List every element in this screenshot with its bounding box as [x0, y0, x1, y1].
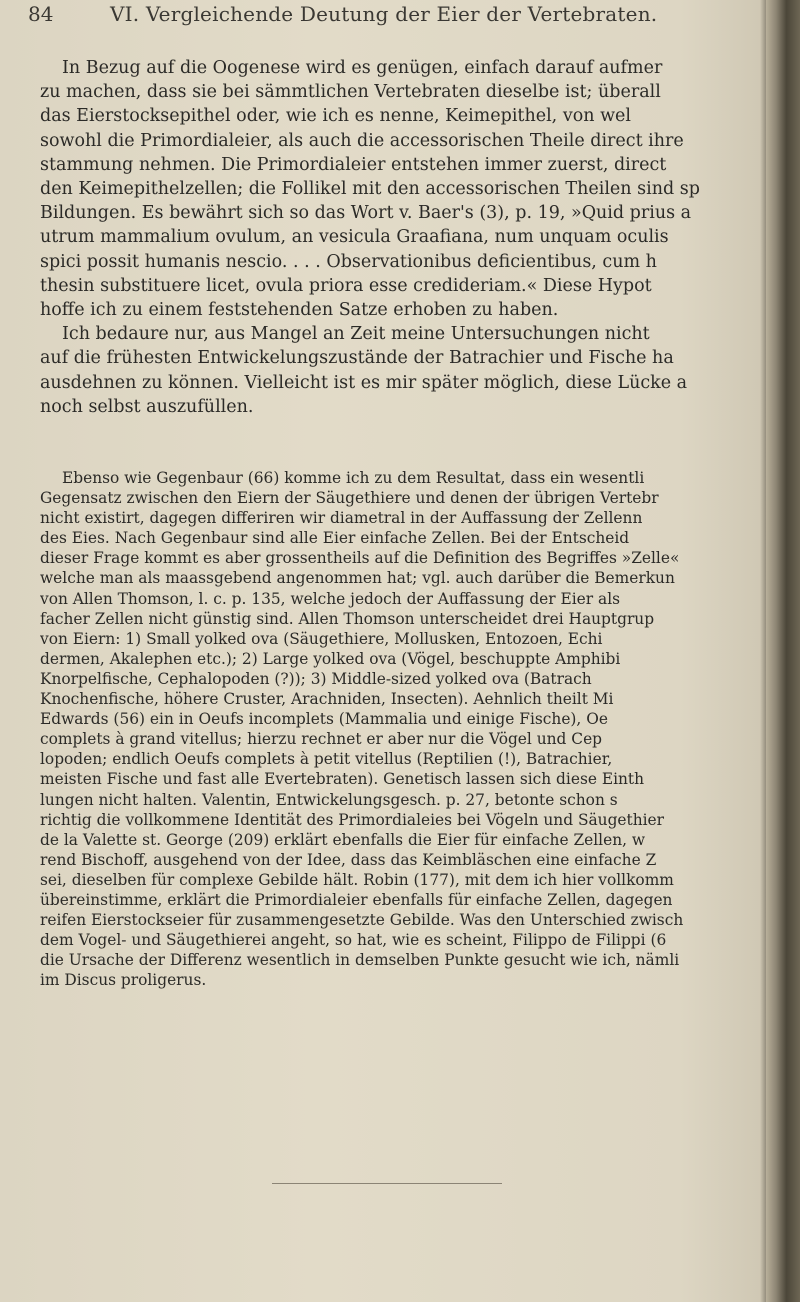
text-line: de la Valette st. George (209) erklärt ebenfalls die Eier für einfache Zellen, w	[40, 830, 646, 849]
text-line: nicht existirt, dagegen differiren wir diametral in der Auffassung der Zellenn	[40, 509, 643, 528]
running-title: VI. Vergleichende Deutung der Eier der Vertebraten.	[110, 2, 658, 26]
text-line: welche man als maassgebend angenommen hat; vgl. auch darüber die Bemerkun	[40, 569, 675, 588]
text-line: richtig die vollkommene Identität des Primordialeies bei Vögeln und Säugethier	[40, 810, 665, 829]
text-line: facher Zellen nicht günstig sind. Allen Thomson unterscheidet drei Hauptgrup	[40, 609, 655, 628]
text-line: meisten Fische und fast alle Evertebraten). Genetisch lassen sich diese Einth	[40, 770, 645, 789]
text-line: hoffe ich zu einem feststehenden Satze erhoben zu haben.	[40, 300, 559, 321]
text-line: reifen Eierstockseier für zusammengesetzte Gebilde. Was den Unterschied zwisch	[40, 911, 684, 930]
text-line: dieser Frage kommt es aber grossentheils auf die Definition des Begriffes »Zelle«	[40, 549, 680, 568]
text-line: rend Bischoff, ausgehend von der Idee, dass das Keimbläschen eine einfache Z	[40, 850, 657, 869]
text-line: dem Vogel- und Säugethierei angeht, so hat, wie es scheint, Filippo de Filippi (6	[40, 931, 667, 950]
text-line: Edwards (56) ein in Oeufs incomplets (Mammalia und einige Fische), Oe	[40, 710, 608, 729]
text-line: utrum mammalium ovulum, an vesicula Graafiana, num unquam oculis	[40, 227, 669, 248]
text-line: lopoden; endlich Oeufs complets à petit vitellus (Reptilien (!), Batrachier,	[40, 750, 613, 769]
text-line: von Allen Thomson, l. c. p. 135, welche jedoch der Auffassung der Eier als	[40, 589, 621, 608]
text-line: dermen, Akalephen etc.); 2) Large yolked ova (Vögel, beschuppte Amphibi	[40, 649, 621, 668]
text-line: noch selbst auszufüllen.	[40, 396, 254, 417]
text-line: des Eies. Nach Gegenbaur sind alle Eier einfache Zellen. Bei der Entscheid	[40, 529, 630, 548]
text-line: das Eierstocksepithel oder, wie ich es nenne, Keimepithel, von wel	[40, 106, 632, 127]
text-line: Knochenfische, höhere Cruster, Arachniden, Insecten). Aehnlich theilt Mi	[40, 690, 614, 709]
text-line: sowohl die Primordialeier, als auch die accessorischen Theile direct ihre	[40, 130, 684, 151]
text-line: Ich bedaure nur, aus Mangel an Zeit meine Untersuchungen nicht	[62, 324, 650, 345]
text-line: die Ursache der Differenz wesentlich in demselben Punkte gesucht wie ich, nämli	[40, 951, 680, 970]
paragraph-gegenbaur	[40, 468, 764, 990]
text-line: im Discus proligerus.	[40, 971, 207, 990]
text-line: thesin substituere licet, ovula priora esse credideriam.« Diese Hypot	[40, 275, 652, 296]
page-header	[28, 2, 740, 32]
text-line: zu machen, dass sie bei sämmtlichen Vertebraten dieselbe ist; überall	[40, 82, 661, 103]
text-line: auf die frühesten Entwickelungszustände der Batrachier und Fische ha	[40, 348, 674, 369]
page-number: 84	[28, 2, 54, 26]
text-line: spici possit humanis nescio. . . . Observationibus deficientibus, cum h	[40, 251, 657, 272]
text-line: Ebenso wie Gegenbaur (66) komme ich zu dem Resultat, dass ein wesentli	[62, 469, 645, 487]
text-line: von Eiern: 1) Small yolked ova (Säugethiere, Mollusken, Entozoen, Echi	[40, 629, 603, 648]
text-line: Bildungen. Es bewährt sich so das Wort v. Baer's (3), p. 19, »Quid prius a	[40, 203, 692, 224]
text-line: sei, dieselben für complexe Gebilde hält. Robin (177), mit dem ich hier vollkomm	[40, 870, 674, 889]
text-line: Gegensatz zwischen den Eiern der Säugethiere und denen der übrigen Vertebr	[40, 489, 659, 508]
footnote-text-block	[40, 468, 764, 990]
bottom-rule	[272, 1183, 502, 1184]
text-line: übereinstimme, erklärt die Primordialeier ebenfalls für einfache Zellen, dagegen	[40, 890, 673, 909]
text-line: lungen nicht halten. Valentin, Entwickelungsgesch. p. 27, betonte schon s	[40, 790, 618, 809]
text-line: complets à grand vitellus; hierzu rechnet er aber nur die Vögel und Cep	[40, 730, 603, 749]
page-gutter	[766, 0, 800, 1302]
text-line: ausdehnen zu können. Vielleicht ist es mir später möglich, diese Lücke a	[40, 372, 688, 393]
text-line: Knorpelfische, Cephalopoden (?)); 3) Middle-sized yolked ova (Batrach	[40, 669, 592, 688]
text-line: stammung nehmen. Die Primordialeier entstehen immer zuerst, direct	[40, 154, 667, 175]
paragraph-bedaure	[40, 322, 764, 419]
paragraph-oogenese	[40, 56, 764, 322]
main-text-block	[40, 56, 764, 419]
text-line: In Bezug auf die Oogenese wird es genügen, einfach darauf aufmer	[62, 58, 663, 78]
text-line: den Keimepithelzellen; die Follikel mit den accessorischen Theilen sind sp	[40, 179, 700, 200]
